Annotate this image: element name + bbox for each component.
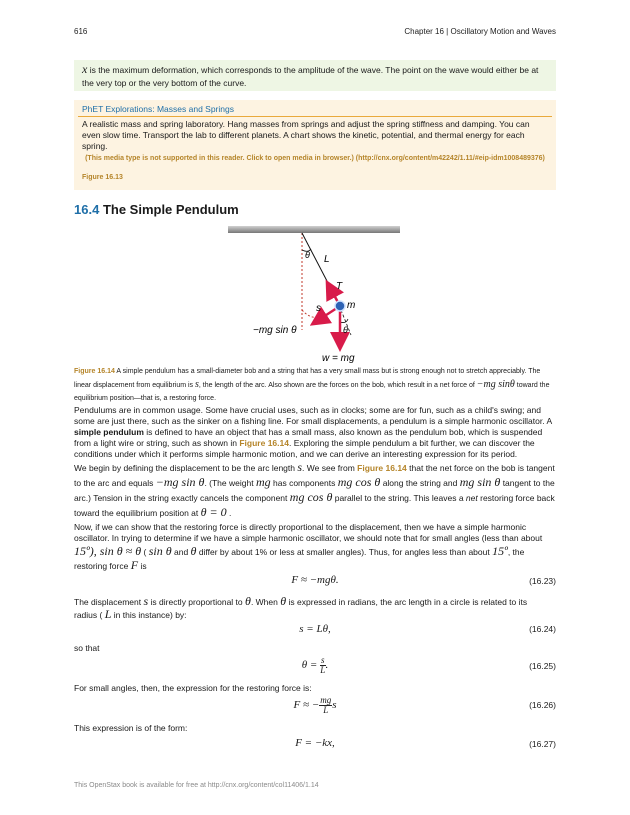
figure-label-1613: Figure 16.13 bbox=[82, 174, 123, 181]
eqnum-16-26: (16.26) bbox=[529, 700, 556, 710]
p2-net: net bbox=[465, 493, 478, 503]
caption-text-3: toward the equilibrium position—that is, a restoring force. bbox=[74, 382, 550, 402]
caption-label: Figure 16.14 bbox=[74, 368, 115, 375]
p4-text-d: is expressed in radians, the arc length in a circle is related to its bbox=[288, 597, 528, 607]
p4-theta-2: θ bbox=[280, 594, 287, 608]
p7-text: This expression is of the form: bbox=[74, 723, 188, 733]
page-number: 616 bbox=[74, 27, 88, 36]
term-simple-pendulum: simple pendulum bbox=[74, 427, 144, 437]
paragraph-intro bbox=[74, 405, 558, 460]
eqnum-16-24: (16.24) bbox=[529, 624, 556, 634]
p6-text: For small angles, then, the expression for the restoring force is: bbox=[74, 683, 312, 693]
figure-link-2[interactable]: Figure 16.14 bbox=[357, 463, 407, 473]
p2-line-1 bbox=[74, 460, 555, 475]
eqnum-16-27: (16.27) bbox=[529, 739, 556, 749]
p3-text-e: , the bbox=[507, 547, 525, 557]
p2-text-a: We begin by defining the displacement to be the arc length bbox=[74, 463, 295, 473]
eq25-numerator: s bbox=[321, 655, 325, 665]
p2-text-g: along the string and bbox=[382, 478, 458, 488]
p4-text-b: is directly proportional to bbox=[150, 597, 243, 607]
label-m: m bbox=[347, 300, 356, 311]
caption-force: −mg sinθ bbox=[476, 379, 515, 390]
eq25-denominator: L bbox=[320, 665, 326, 675]
p2-line-4 bbox=[74, 505, 231, 520]
p4-text-c: . When bbox=[250, 597, 278, 607]
p2-math-2: mg bbox=[255, 475, 271, 489]
p2-math-6: θ = 0 bbox=[200, 505, 227, 519]
p2-math-1: −mg sin θ bbox=[155, 475, 205, 489]
p2-math-5: mg cos θ bbox=[289, 490, 333, 504]
caption-text-2: , the length of the arc. Also shown are the forces on the bob, which result in a net force of bbox=[198, 382, 475, 389]
note-box bbox=[74, 60, 556, 91]
p1-text-a: Pendulums are in common usage. Some have crucial uses, such as in clocks; some are for fun, such as a child's swing; and some are just there, such as the sinker on a fishing line. For small displacements, a pendulum is a simple harmonic oscillator. A bbox=[74, 405, 552, 426]
running-header: Chapter 16 | Oscillatory Motion and Waves bbox=[404, 27, 556, 36]
p4-s: s bbox=[143, 594, 149, 608]
eq26-tail: s bbox=[332, 699, 337, 712]
p2-text-e: . (The weight bbox=[204, 478, 254, 488]
p3-text-c: and bbox=[173, 547, 189, 557]
eq26-lhs: F ≈ − bbox=[293, 699, 320, 712]
figure-link[interactable]: Figure 16.14 bbox=[239, 438, 289, 448]
ceiling bbox=[228, 226, 400, 233]
p3-math-4: 15º bbox=[492, 544, 508, 558]
eq25-tail: . bbox=[325, 659, 329, 672]
p2-math-3: mg cos θ bbox=[337, 475, 381, 489]
var-x: x bbox=[82, 62, 88, 76]
eq25-lhs: θ = bbox=[301, 659, 318, 672]
p3-text-f: restoring force bbox=[74, 561, 129, 571]
footer: This OpenStax book is available for free at http://cnx.org/content/col11406/1.14 bbox=[74, 782, 319, 789]
caption-text-1: A simple pendulum has a small-diameter bob and a string that has a very small mass but is strong enough not to stretch appreciably. The linear displacement from equilibrium is bbox=[74, 368, 541, 389]
phet-title: PhET Explorations: Masses and Springs bbox=[82, 104, 234, 114]
label-L: L bbox=[324, 254, 330, 265]
note-text: is the maximum deformation, which corresponds to the amplitude of the wave. The point on the wave would either be at the very top or the very bottom of the curve. bbox=[82, 65, 539, 88]
p2-text-d: to the arc and equals bbox=[74, 478, 154, 488]
equation-16-27: F = −kx, bbox=[295, 737, 335, 749]
p2-text-h: tangent to the bbox=[502, 478, 555, 488]
pendulum-diagram bbox=[220, 222, 410, 364]
label-s: s bbox=[316, 303, 321, 314]
p3-line-2 bbox=[74, 544, 524, 559]
p1-text-c: . Exploring the simple pendulum a bit further, we can discover the conditions under which it performs simple harmonic motion, and we can derive an interesting expression for its period. bbox=[74, 438, 535, 459]
label-weight: w = mg bbox=[322, 353, 355, 364]
p3-math-2: sin θ bbox=[148, 544, 172, 558]
p2-text-c: that the net force on the bob is tangent bbox=[409, 463, 555, 473]
p4-line-2 bbox=[74, 607, 187, 622]
phet-box bbox=[74, 100, 556, 190]
caption-s: s bbox=[195, 379, 199, 390]
p1-text-b: is defined to have an object that has a small mass, also known as the pendulum bob, which is suspended from a light wire or string, such as shown in bbox=[74, 427, 543, 448]
p2-text-b: . We see from bbox=[302, 463, 355, 473]
p4-text-a: The displacement bbox=[74, 597, 142, 607]
p2-end: . bbox=[229, 508, 232, 518]
section-number: 16.4 bbox=[74, 202, 100, 217]
p5-text: so that bbox=[74, 643, 100, 653]
p3-line-1: Now, if we can show that the restoring force is directly proportional to the displacement, then we have a simple harmonic oscillator. In trying to determine if we have a simple harmonic oscillator, we should note that for small angles (less than about bbox=[74, 522, 543, 543]
phet-body: A realistic mass and spring laboratory. Hang masses from springs and adjust the spring stiffness and damping. You can even slow time. Transport the lab to different planets. A chart shows the kinetic, potential, and thermal energy for each spring. bbox=[82, 119, 530, 151]
p4-text-f: in this instance) by: bbox=[113, 610, 187, 620]
p3-text-g: is bbox=[140, 561, 147, 571]
p4-text-e: radius ( bbox=[74, 610, 103, 620]
p2-s: s bbox=[297, 460, 303, 474]
eqnum-16-23: (16.23) bbox=[529, 576, 556, 586]
section-heading bbox=[74, 202, 239, 217]
p4-theta: θ bbox=[245, 594, 251, 608]
p2-text-k: restoring force back bbox=[480, 493, 555, 503]
label-T: T bbox=[336, 281, 343, 292]
eq26-numerator: mg bbox=[320, 695, 332, 705]
p3-text-d: differ by about 1% or less at smaller angles). Thus, for angles less than about bbox=[198, 547, 490, 557]
media-link[interactable]: (This media type is not supported in this reader. Click to open media in browser.) (http://cnx.org/content/m42242/1.11/#eip-idm1008489376) bbox=[85, 155, 545, 162]
p4-L: L bbox=[104, 607, 112, 621]
phet-rule bbox=[78, 116, 552, 117]
label-theta-bottom: θ bbox=[343, 325, 348, 335]
p2-line-3 bbox=[74, 490, 555, 505]
label-restoring-force: −mg sin θ bbox=[253, 325, 297, 336]
p3-line-3 bbox=[74, 558, 147, 573]
p2-line-2 bbox=[74, 475, 555, 490]
section-title: The Simple Pendulum bbox=[102, 202, 239, 217]
p2-text-f: has components bbox=[273, 478, 336, 488]
p3-text-b: ( bbox=[143, 547, 147, 557]
p3-math-1: 15º), sin θ ≈ θ bbox=[74, 544, 142, 558]
p3-math-5: F bbox=[130, 558, 139, 572]
label-theta-top: θ bbox=[305, 250, 310, 260]
p2-text-j: parallel to the string. This leaves a bbox=[334, 493, 464, 503]
p3-math-3: θ bbox=[190, 544, 197, 558]
p2-text-l: toward the equilibrium position at bbox=[74, 508, 199, 518]
eq26-denominator: L bbox=[323, 705, 329, 715]
equation-16-24: s = Lθ, bbox=[299, 623, 331, 635]
figure-caption bbox=[74, 365, 558, 405]
p2-math-4: mg sin θ bbox=[459, 475, 501, 489]
eqnum-16-25: (16.25) bbox=[529, 661, 556, 671]
equation-16-23: F ≈ −mgθ. bbox=[291, 574, 339, 586]
bob bbox=[335, 301, 345, 311]
p2-text-i: arc.) Tension in the string exactly cancels the component bbox=[74, 493, 288, 503]
